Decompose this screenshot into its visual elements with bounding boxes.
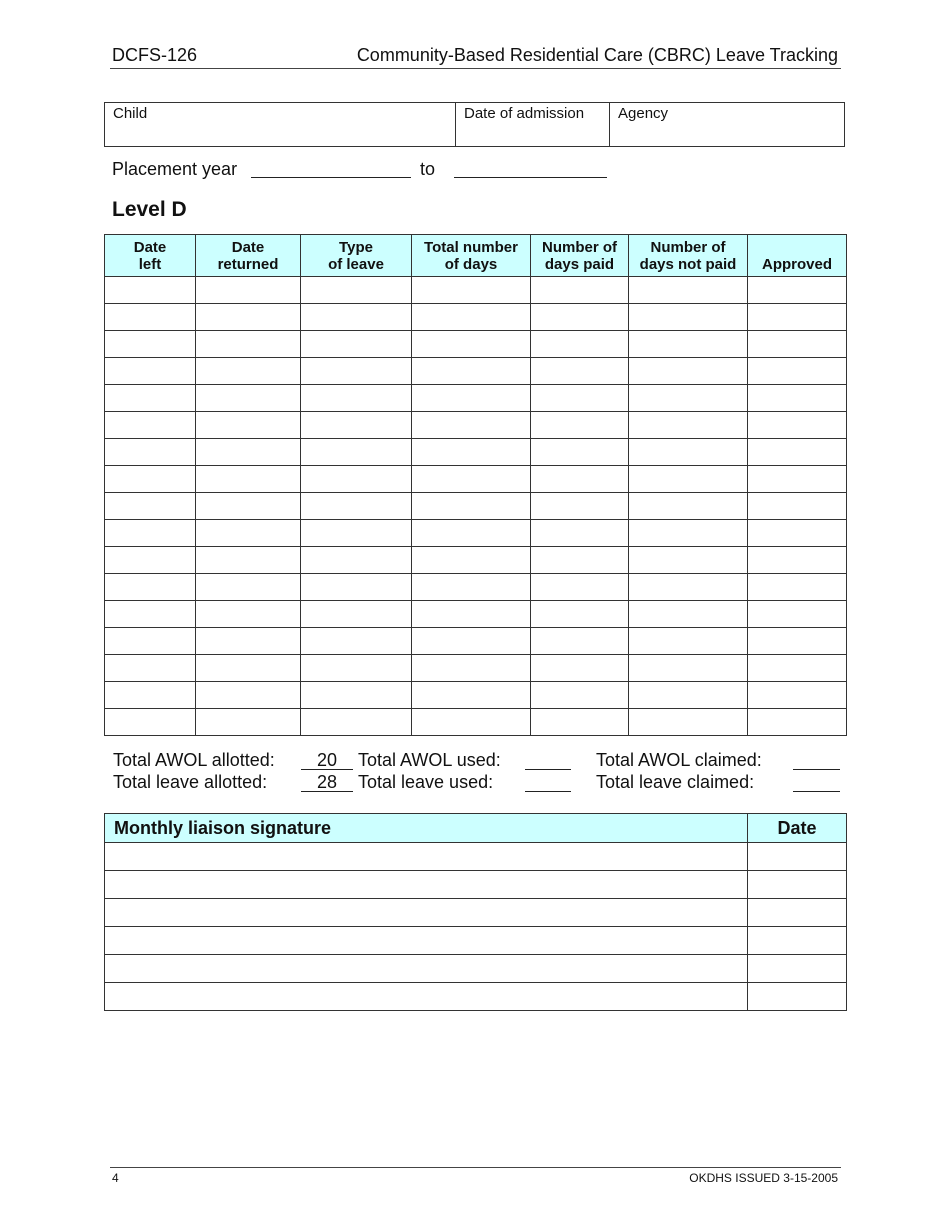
cell-total-days[interactable]	[412, 709, 531, 736]
cell-days-not-paid[interactable]	[629, 385, 748, 412]
awol-allotted-label: Total AWOL allotted:	[113, 750, 275, 770]
cell-date-returned[interactable]	[196, 304, 301, 331]
admission-date-label: Date of admission	[464, 105, 585, 122]
cell-total-days[interactable]	[412, 520, 531, 547]
signature-table-header-row	[105, 814, 847, 843]
cell-type-of-leave[interactable]	[301, 385, 412, 412]
cell-total-days[interactable]	[412, 574, 531, 601]
cell-approved[interactable]	[748, 277, 847, 304]
issued-date: OKDHS ISSUED 3-15-2005	[689, 1171, 838, 1185]
cell-date-left[interactable]	[105, 277, 196, 304]
cell-total-days[interactable]	[412, 493, 531, 520]
cell-days-not-paid[interactable]	[629, 709, 748, 736]
child-field[interactable]	[105, 103, 455, 146]
col-liaison-signature: Monthly liaison signature	[105, 814, 748, 843]
cell-total-days[interactable]	[412, 547, 531, 574]
cell-type-of-leave[interactable]	[301, 709, 412, 736]
cell-type-of-leave[interactable]	[301, 331, 412, 358]
cell-date[interactable]	[748, 899, 847, 927]
cell-days-not-paid[interactable]	[629, 412, 748, 439]
leave-used-label: Total leave used:	[358, 772, 494, 792]
cell-signature[interactable]	[105, 927, 748, 955]
signature-row	[105, 955, 847, 983]
cell-signature[interactable]	[105, 899, 748, 927]
form-code: DCFS-126	[112, 45, 198, 65]
cell-days-not-paid[interactable]	[629, 493, 748, 520]
cell-date-left[interactable]	[105, 358, 196, 385]
cell-days-paid[interactable]	[531, 493, 629, 520]
cell-date-left[interactable]	[105, 709, 196, 736]
signature-table	[104, 813, 847, 1011]
cell-date-returned[interactable]	[196, 466, 301, 493]
cell-date-returned[interactable]	[196, 628, 301, 655]
cell-date-left[interactable]	[105, 655, 196, 682]
cell-total-days[interactable]	[412, 655, 531, 682]
signature-row	[105, 843, 847, 871]
cell-approved[interactable]	[748, 385, 847, 412]
leave-table-row	[105, 628, 847, 655]
cell-date-returned[interactable]	[196, 412, 301, 439]
signature-row	[105, 927, 847, 955]
awol-claimed-field[interactable]	[793, 769, 840, 770]
cell-days-paid[interactable]	[531, 385, 629, 412]
cell-date-returned[interactable]	[196, 682, 301, 709]
cell-type-of-leave[interactable]	[301, 682, 412, 709]
cell-days-not-paid[interactable]	[629, 601, 748, 628]
cell-signature[interactable]	[105, 871, 748, 899]
cell-total-days[interactable]	[412, 601, 531, 628]
cell-total-days[interactable]	[412, 358, 531, 385]
cell-days-paid[interactable]	[531, 628, 629, 655]
cell-approved[interactable]	[748, 709, 847, 736]
cell-approved[interactable]	[748, 520, 847, 547]
cell-date-returned[interactable]	[196, 547, 301, 574]
agency-field[interactable]	[609, 103, 846, 146]
awol-used-label: Total AWOL used:	[358, 750, 501, 770]
cell-approved[interactable]	[748, 331, 847, 358]
col-signature-date: Date	[748, 814, 847, 843]
cell-approved[interactable]	[748, 547, 847, 574]
page-number: 4	[112, 1171, 119, 1185]
cell-date[interactable]	[748, 927, 847, 955]
cell-date-returned[interactable]	[196, 655, 301, 682]
awol-used-field[interactable]	[525, 769, 571, 770]
cell-days-not-paid[interactable]	[629, 547, 748, 574]
cell-date[interactable]	[748, 871, 847, 899]
cell-days-paid[interactable]	[531, 412, 629, 439]
cell-date[interactable]	[748, 983, 847, 1011]
cell-type-of-leave[interactable]	[301, 628, 412, 655]
cell-days-not-paid[interactable]	[629, 331, 748, 358]
cell-type-of-leave[interactable]	[301, 277, 412, 304]
leave-claimed-field[interactable]	[793, 791, 840, 792]
cell-date-left[interactable]	[105, 439, 196, 466]
leave-table-row	[105, 601, 847, 628]
cell-days-paid[interactable]	[531, 682, 629, 709]
cell-days-not-paid[interactable]	[629, 655, 748, 682]
cell-days-paid[interactable]	[531, 304, 629, 331]
cell-date[interactable]	[748, 955, 847, 983]
cell-type-of-leave[interactable]	[301, 547, 412, 574]
cell-days-paid[interactable]	[531, 277, 629, 304]
cell-approved[interactable]	[748, 493, 847, 520]
cell-total-days[interactable]	[412, 466, 531, 493]
cell-approved[interactable]	[748, 682, 847, 709]
cell-approved[interactable]	[748, 358, 847, 385]
cell-days-not-paid[interactable]	[629, 439, 748, 466]
cell-approved[interactable]	[748, 574, 847, 601]
leave-table-row	[105, 574, 847, 601]
leave-table-row	[105, 358, 847, 385]
cell-days-paid[interactable]	[531, 439, 629, 466]
leave-table	[104, 234, 847, 736]
cell-type-of-leave[interactable]	[301, 601, 412, 628]
child-label: Child	[113, 105, 148, 122]
cell-date-left[interactable]	[105, 412, 196, 439]
leave-table-row	[105, 493, 847, 520]
leave-table-row	[105, 304, 847, 331]
awol-allotted-value: 20	[301, 751, 353, 770]
cell-days-not-paid[interactable]	[629, 628, 748, 655]
cell-date-left[interactable]	[105, 466, 196, 493]
leave-claimed-label: Total leave claimed:	[596, 772, 755, 792]
leave-table-row	[105, 439, 847, 466]
identity-box	[104, 102, 845, 147]
cell-days-paid[interactable]	[531, 520, 629, 547]
cell-type-of-leave[interactable]	[301, 466, 412, 493]
cell-approved[interactable]	[748, 601, 847, 628]
cell-date-returned[interactable]	[196, 277, 301, 304]
cell-days-paid[interactable]	[531, 331, 629, 358]
cell-approved[interactable]	[748, 655, 847, 682]
cell-total-days[interactable]	[412, 412, 531, 439]
cell-date-left[interactable]	[105, 304, 196, 331]
cell-type-of-leave[interactable]	[301, 493, 412, 520]
cell-date-left[interactable]	[105, 493, 196, 520]
leave-table-row	[105, 331, 847, 358]
cell-date-returned[interactable]	[196, 358, 301, 385]
cell-date-returned[interactable]	[196, 385, 301, 412]
cell-approved[interactable]	[748, 439, 847, 466]
agency-label: Agency	[618, 105, 669, 122]
placement-year-label: Placement year	[112, 159, 238, 179]
cell-total-days[interactable]	[412, 331, 531, 358]
leave-table-row	[105, 412, 847, 439]
leave-table-row	[105, 547, 847, 574]
signature-row	[105, 871, 847, 899]
leave-table-row	[105, 655, 847, 682]
leave-table-header-row	[105, 235, 847, 277]
cell-date-returned[interactable]	[196, 520, 301, 547]
col-days-not-paid: Number of days not paid	[629, 235, 748, 277]
leave-table-row	[105, 520, 847, 547]
leave-table-row	[105, 709, 847, 736]
cell-date-left[interactable]	[105, 331, 196, 358]
cell-total-days[interactable]	[412, 439, 531, 466]
cell-approved[interactable]	[748, 466, 847, 493]
cell-date-left[interactable]	[105, 601, 196, 628]
cell-days-paid[interactable]	[531, 655, 629, 682]
cell-date-left[interactable]	[105, 385, 196, 412]
placement-year-start-field[interactable]	[251, 177, 411, 178]
leave-allotted-label: Total leave allotted:	[113, 772, 268, 792]
col-approved: Approved	[748, 235, 847, 277]
cell-days-not-paid[interactable]	[629, 277, 748, 304]
placement-year-end-field[interactable]	[454, 177, 607, 178]
cell-date-left[interactable]	[105, 574, 196, 601]
cell-type-of-leave[interactable]	[301, 304, 412, 331]
cell-days-paid[interactable]	[531, 547, 629, 574]
cell-date-returned[interactable]	[196, 601, 301, 628]
cell-days-paid[interactable]	[531, 574, 629, 601]
cell-days-paid[interactable]	[531, 466, 629, 493]
cell-date-left[interactable]	[105, 520, 196, 547]
cell-signature[interactable]	[105, 983, 748, 1011]
cell-signature[interactable]	[105, 843, 748, 871]
header-divider	[110, 68, 841, 69]
cell-date-returned[interactable]	[196, 574, 301, 601]
leave-allotted-value: 28	[301, 773, 353, 792]
col-type-of-leave: Type of leave	[301, 235, 412, 277]
cell-total-days[interactable]	[412, 277, 531, 304]
cell-date-returned[interactable]	[196, 709, 301, 736]
cell-total-days[interactable]	[412, 304, 531, 331]
cell-days-not-paid[interactable]	[629, 358, 748, 385]
cell-date-left[interactable]	[105, 628, 196, 655]
cell-type-of-leave[interactable]	[301, 358, 412, 385]
cell-date-returned[interactable]	[196, 331, 301, 358]
cell-days-not-paid[interactable]	[629, 682, 748, 709]
cell-type-of-leave[interactable]	[301, 520, 412, 547]
leave-table-row	[105, 277, 847, 304]
col-total-days: Total number of days	[412, 235, 531, 277]
cell-signature[interactable]	[105, 955, 748, 983]
form-title: Community-Based Residential Care (CBRC) Leave Tracking	[356, 45, 838, 65]
leave-used-field[interactable]	[525, 791, 571, 792]
cell-days-not-paid[interactable]	[629, 304, 748, 331]
cell-date[interactable]	[748, 843, 847, 871]
cell-days-paid[interactable]	[531, 358, 629, 385]
cell-days-paid[interactable]	[531, 709, 629, 736]
placement-year-to-label: to	[420, 159, 436, 179]
cell-type-of-leave[interactable]	[301, 412, 412, 439]
footer-divider	[110, 1167, 841, 1168]
signature-row	[105, 899, 847, 927]
cell-approved[interactable]	[748, 628, 847, 655]
cell-days-not-paid[interactable]	[629, 520, 748, 547]
cell-total-days[interactable]	[412, 385, 531, 412]
cell-type-of-leave[interactable]	[301, 655, 412, 682]
col-date-returned: Date returned	[196, 235, 301, 277]
col-date-left: Date left	[105, 235, 196, 277]
cell-date-returned[interactable]	[196, 493, 301, 520]
admission-date-field[interactable]	[455, 103, 609, 146]
cell-date-left[interactable]	[105, 682, 196, 709]
cell-date-returned[interactable]	[196, 439, 301, 466]
cell-type-of-leave[interactable]	[301, 574, 412, 601]
cell-total-days[interactable]	[412, 682, 531, 709]
cell-approved[interactable]	[748, 412, 847, 439]
cell-days-paid[interactable]	[531, 601, 629, 628]
leave-table-row	[105, 385, 847, 412]
col-days-paid: Number of days paid	[531, 235, 629, 277]
cell-days-not-paid[interactable]	[629, 466, 748, 493]
level-title: Level D	[112, 198, 187, 221]
leave-table-row	[105, 682, 847, 709]
signature-row	[105, 983, 847, 1011]
cell-date-left[interactable]	[105, 547, 196, 574]
awol-claimed-label: Total AWOL claimed:	[596, 750, 762, 770]
cell-type-of-leave[interactable]	[301, 439, 412, 466]
cell-total-days[interactable]	[412, 628, 531, 655]
cell-approved[interactable]	[748, 304, 847, 331]
cell-days-not-paid[interactable]	[629, 574, 748, 601]
leave-table-row	[105, 466, 847, 493]
